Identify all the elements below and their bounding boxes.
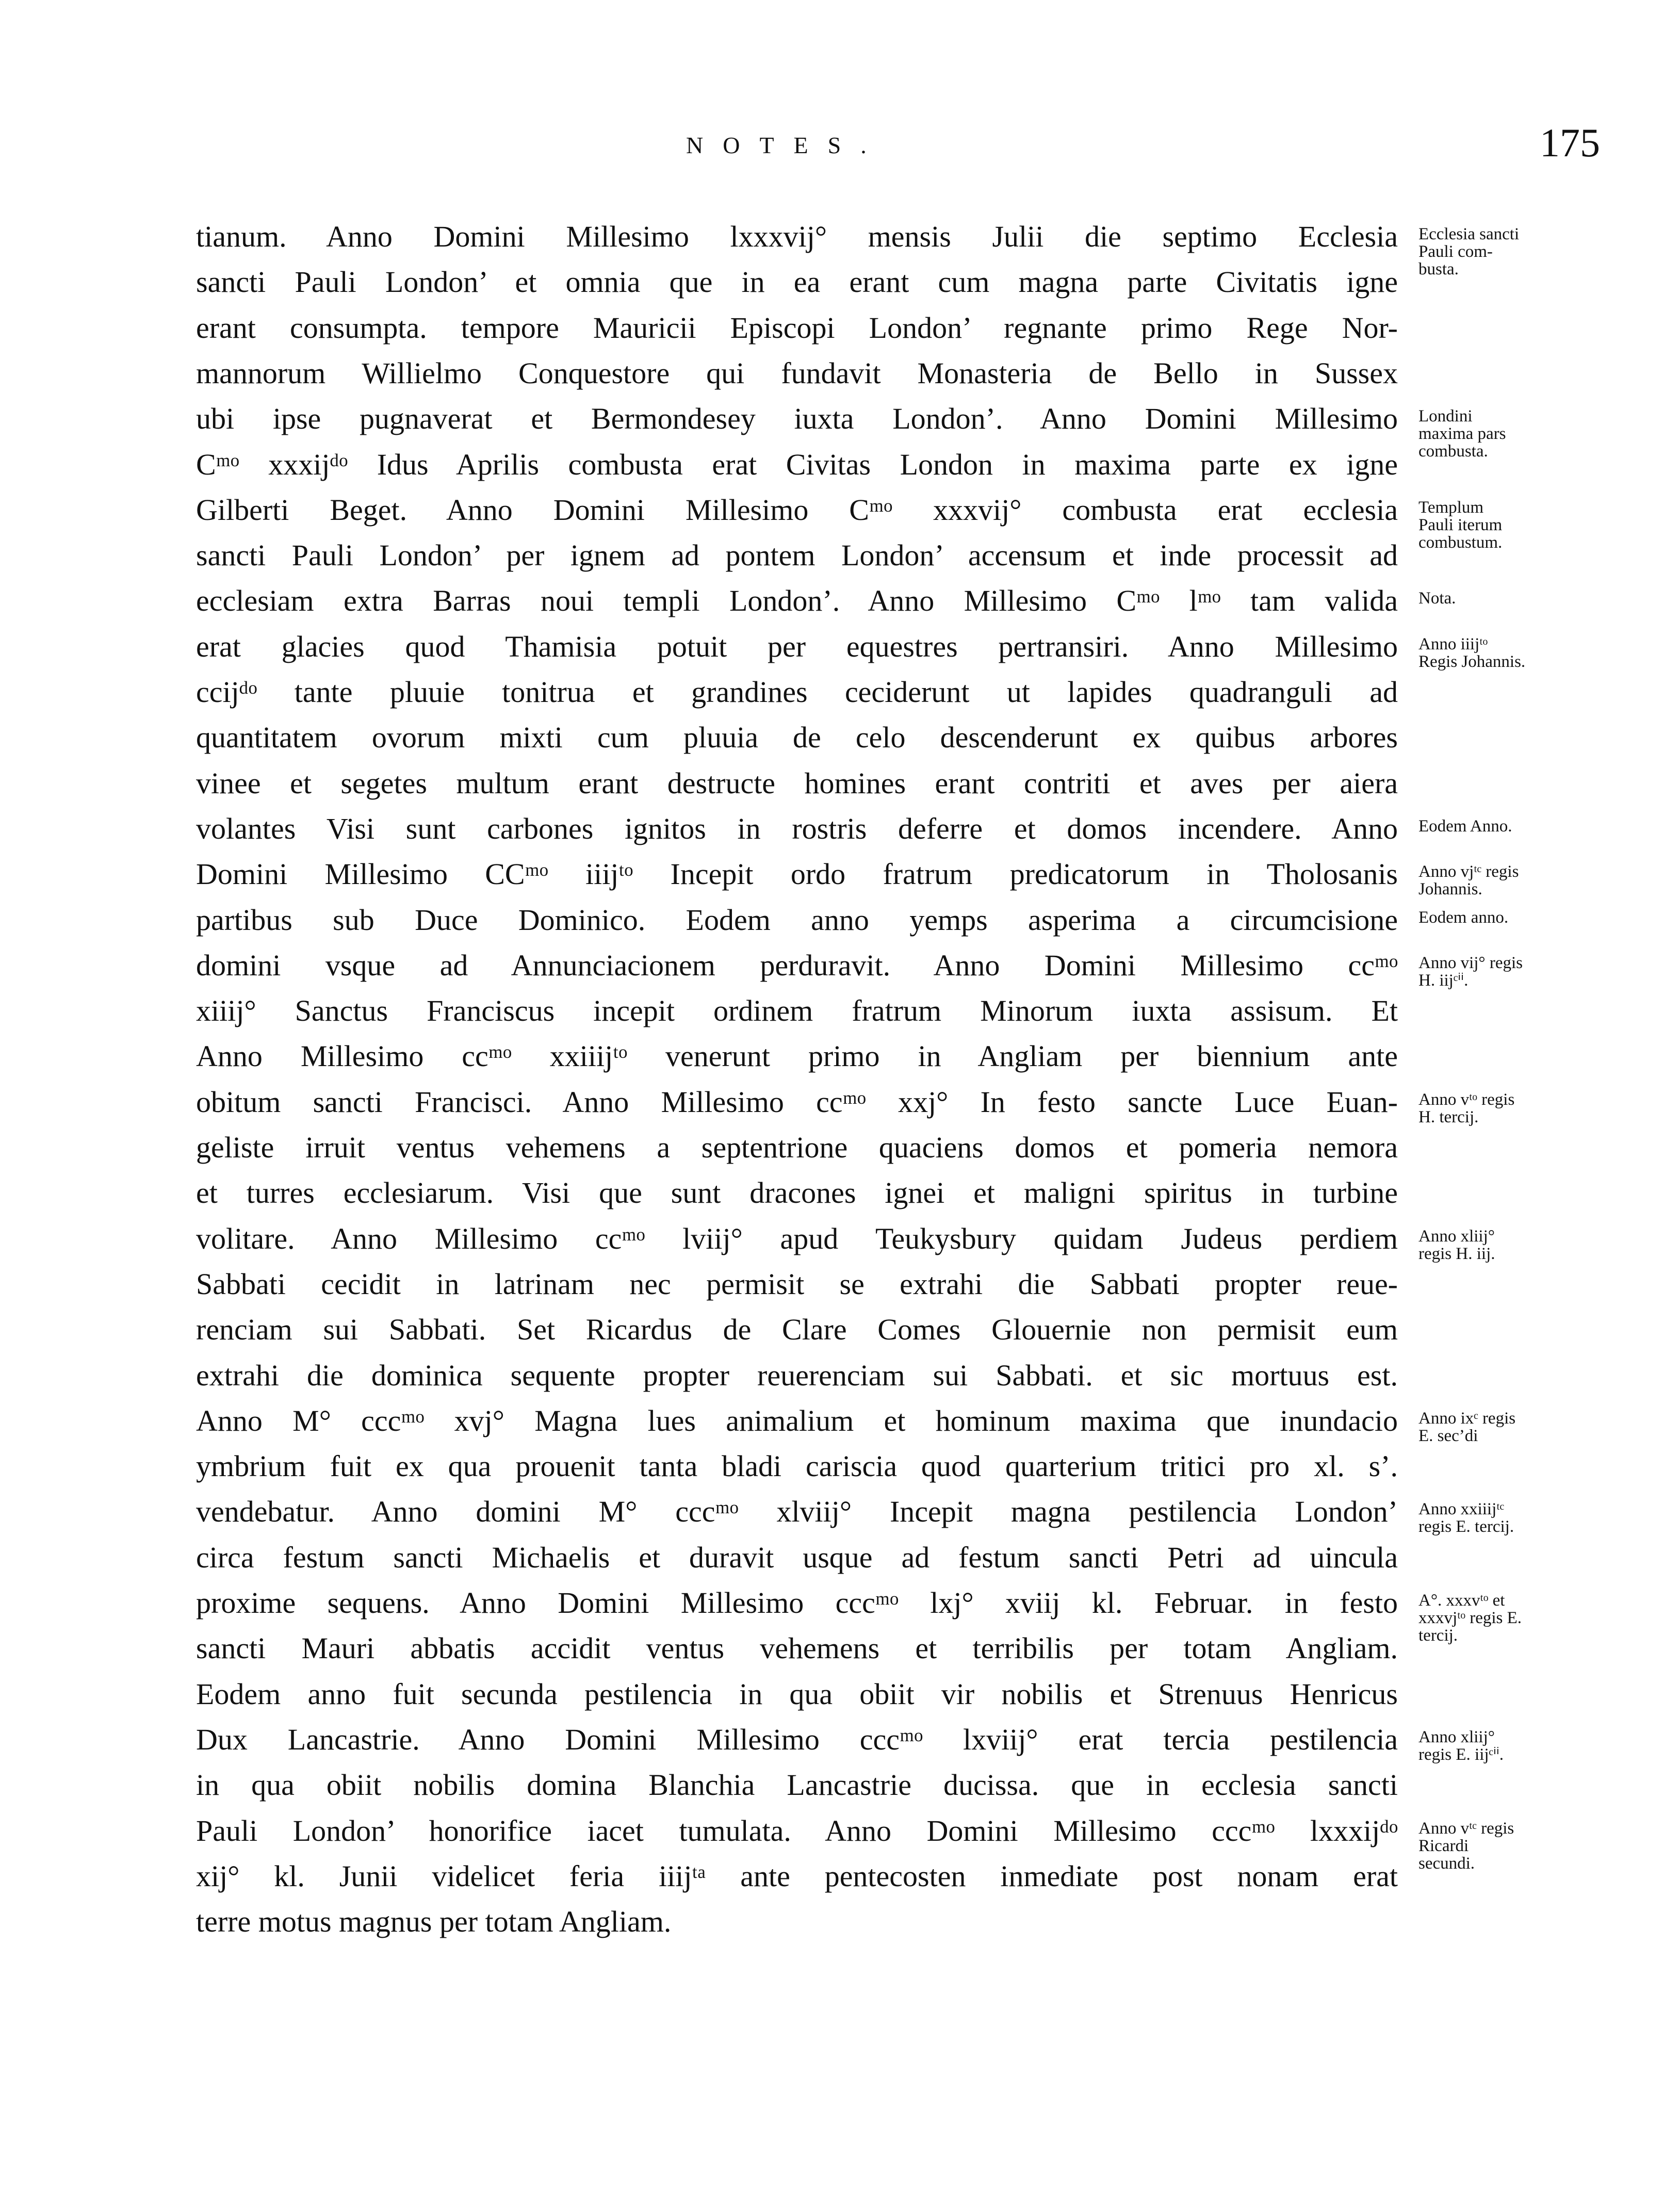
margin-note: [1418, 1500, 1635, 1535]
text-line: Anno Millesimo ccᵐᵒ xxiiijᵗᵒ venerunt primo in Angliam per biennium ante: [196, 1039, 1398, 1073]
margin-note: [1418, 863, 1635, 898]
text-line: renciam sui Sabbati. Set Ricardus de Clare Comes Glouernie non permisit eum: [196, 1313, 1398, 1347]
margin-note: [1418, 1091, 1635, 1126]
margin-note-line: Anno vᵗᵒ regis: [1418, 1090, 1515, 1109]
text-line: sancti Mauri abbatis accidit ventus vehemens et terribilis per totam Angliam.: [196, 1631, 1398, 1665]
margin-note-line: regis E. iijᶜⁱⁱ.: [1418, 1745, 1504, 1764]
margin-note: [1418, 1728, 1635, 1763]
text-line: Anno M° cccᵐᵒ xvj° Magna lues animalium et hominum maxima que inundacio: [196, 1403, 1398, 1437]
text-line: circa festum sancti Michaelis et duravit usque ad festum sancti Petri ad uincula: [196, 1540, 1398, 1574]
text-line: in qua obiit nobilis domina Blanchia Lancastrie ducissa. que in ecclesia sancti: [196, 1768, 1398, 1802]
text-line: obitum sancti Francisci. Anno Millesimo ccᵐᵒ xxj° In festo sancte Luce Euan-: [196, 1085, 1398, 1119]
margin-note-line: xxxvjᵗᵒ regis E.: [1418, 1609, 1522, 1627]
text-line: quantitatem ovorum mixti cum pluuia de celo descenderunt ex quibus arbores: [196, 721, 1398, 755]
text-line: ymbrium fuit ex qua prouenit tanta bladi cariscia quod quarterium tritici pro xl. s’.: [196, 1449, 1398, 1483]
margin-note-line: tercij.: [1418, 1626, 1458, 1645]
margin-note-line: Ecclesia sancti: [1418, 225, 1520, 243]
text-line: terre motus magnus per totam Angliam.: [196, 1905, 672, 1939]
text-line: Cᵐᵒ xxxijᵈᵒ Idus Aprilis combusta erat Civitas London in maxima parte ex igne: [196, 447, 1398, 481]
text-line: ecclesiam extra Barras noui templi London’. Anno Millesimo Cᵐᵒ lᵐᵒ tam valida: [196, 584, 1398, 618]
text-line: volitare. Anno Millesimo ccᵐᵒ lviij° apud Teukysbury quidam Judeus perdiem: [196, 1221, 1398, 1255]
text-line: erat glacies quod Thamisia potuit per equestres pertransiri. Anno Millesimo: [196, 629, 1398, 663]
margin-note-line: Regis Johannis.: [1418, 652, 1526, 671]
margin-note-line: Anno vᵗᶜ regis: [1418, 1819, 1514, 1838]
margin-note-line: Anno xliij°: [1418, 1227, 1495, 1246]
margin-note-line: combusta.: [1418, 442, 1488, 461]
margin-note: [1418, 1592, 1635, 1644]
margin-note-line: Anno ixᶜ regis: [1418, 1409, 1516, 1428]
margin-note-line: Nota.: [1418, 589, 1456, 608]
margin-note: [1418, 817, 1635, 835]
text-line: extrahi die dominica sequente propter reuerenciam sui Sabbati. et sic mortuus est.: [196, 1358, 1398, 1392]
margin-note-line: H. iijᶜⁱⁱ.: [1418, 971, 1469, 990]
margin-note: [1418, 909, 1635, 926]
text-line: vinee et segetes multum erant destructe homines erant contriti et aves per aiera: [196, 766, 1398, 800]
text-line: Gilberti Beget. Anno Domini Millesimo Cᵐᵒ xxxvij° combusta erat ecclesia: [196, 493, 1398, 527]
text-line: domini vsque ad Annunciacionem perduravit. Anno Domini Millesimo ccᵐᵒ: [196, 948, 1398, 982]
running-header: NOTES.: [686, 132, 886, 158]
margin-note-line: H. tercij.: [1418, 1107, 1479, 1126]
margin-note-line: Johannis.: [1418, 880, 1482, 899]
margin-note-line: Templum: [1418, 498, 1484, 517]
text-line: Eodem anno fuit secunda pestilencia in qua obiit vir nobilis et Strenuus Henricus: [196, 1677, 1398, 1711]
margin-note-line: Anno iiijᵗᵒ: [1418, 634, 1488, 653]
text-line: proxime sequens. Anno Domini Millesimo cccᵐᵒ lxj° xviij kl. Februar. in festo: [196, 1586, 1398, 1620]
page-number: 175: [1540, 120, 1600, 165]
margin-note-line: secundi.: [1418, 1854, 1475, 1873]
text-line: Dux Lancastrie. Anno Domini Millesimo cccᵐᵒ lxviij° erat tercia pestilencia: [196, 1722, 1398, 1756]
margin-note-line: Anno vij° regis: [1418, 953, 1523, 972]
text-line: erant consumpta. tempore Mauricii Episcopi London’ regnante primo Rege Nor-: [196, 310, 1398, 345]
margin-note: [1418, 635, 1635, 671]
margin-note: [1418, 499, 1635, 551]
margin-note-line: regis E. tercij.: [1418, 1517, 1514, 1536]
margin-note: [1418, 954, 1635, 989]
text-line: vendebatur. Anno domini M° cccᵐᵒ xlviij° Incepit magna pestilencia London’: [196, 1495, 1398, 1529]
margin-note-line: Anno xliij°: [1418, 1727, 1495, 1746]
margin-note-line: A°. xxxvᵗᵒ et: [1418, 1591, 1505, 1610]
margin-note-line: maxima pars: [1418, 424, 1506, 444]
margin-note: [1418, 1410, 1635, 1445]
text-line: xiiij° Sanctus Franciscus incepit ordinem fratrum Minorum iuxta assisum. Et: [196, 994, 1398, 1028]
text-line: ubi ipse pugnaverat et Bermondesey iuxta London’. Anno Domini Millesimo: [196, 402, 1398, 436]
margin-note-line: combustum.: [1418, 533, 1503, 552]
text-line: sancti Pauli London’ per ignem ad pontem London’ accensum et inde processit ad: [196, 538, 1398, 573]
text-line: et turres ecclesiarum. Visi que sunt dracones ignei et maligni spiritus in turbine: [196, 1176, 1398, 1210]
text-line: sancti Pauli London’ et omnia que in ea erant cum magna parte Civitatis igne: [196, 265, 1398, 299]
margin-note-line: Eodem anno.: [1418, 908, 1509, 927]
text-line: Pauli London’ honorifice iacet tumulata. Anno Domini Millesimo cccᵐᵒ lxxxijᵈᵒ: [196, 1813, 1398, 1847]
text-line: partibus sub Duce Dominico. Eodem anno yemps asperima a circumcisione: [196, 903, 1398, 937]
text-line: Sabbati cecidit in latrinam nec permisit se extrahi die Sabbati propter reue-: [196, 1267, 1398, 1301]
margin-note-line: Pauli iterum: [1418, 515, 1503, 534]
text-line: volantes Visi sunt carbones ignitos in rostris deferre et domos incendere. Anno: [196, 811, 1398, 845]
margin-note-line: Pauli com-: [1418, 242, 1493, 261]
text-line: geliste irruit ventus vehemens a septentrione quaciens domos et pomeria nemora: [196, 1131, 1398, 1164]
margin-note-line: Anno xxiiijᵗᶜ: [1418, 1500, 1505, 1519]
text-line: mannorum Willielmo Conquestore qui fundavit Monasteria de Bello in Sussex: [196, 356, 1398, 390]
margin-note: [1418, 407, 1635, 460]
margin-note-line: Ricardi: [1418, 1836, 1469, 1855]
margin-note-line: Eodem Anno.: [1418, 816, 1512, 836]
margin-note: [1418, 225, 1635, 278]
margin-note-line: regis H. iij.: [1418, 1244, 1495, 1263]
text-line: tianum. Anno Domini Millesimo lxxxvij° mensis Julii die septimo Ecclesia: [196, 220, 1398, 253]
text-line: ccijᵈᵒ tante pluuie tonitrua et grandines ceciderunt ut lapides quadranguli ad: [196, 675, 1398, 709]
margin-note: [1418, 1228, 1635, 1263]
margin-note-line: Londini: [1418, 407, 1473, 426]
text-line: Domini Millesimo CCᵐᵒ iiijᵗᵒ Incepit ordo fratrum predicatorum in Tholosanis: [196, 857, 1398, 891]
margin-note: [1418, 1820, 1635, 1872]
text-line: xij° kl. Junii videlicet feria iiijᵗᵃ ante pentecosten inmediate post nonam erat: [196, 1859, 1398, 1893]
margin-note-line: E. sec’di: [1418, 1426, 1478, 1445]
margin-note-line: Anno vjᵗᶜ regis: [1418, 862, 1519, 881]
margin-note: [1418, 590, 1635, 607]
margin-note-line: busta.: [1418, 260, 1459, 279]
